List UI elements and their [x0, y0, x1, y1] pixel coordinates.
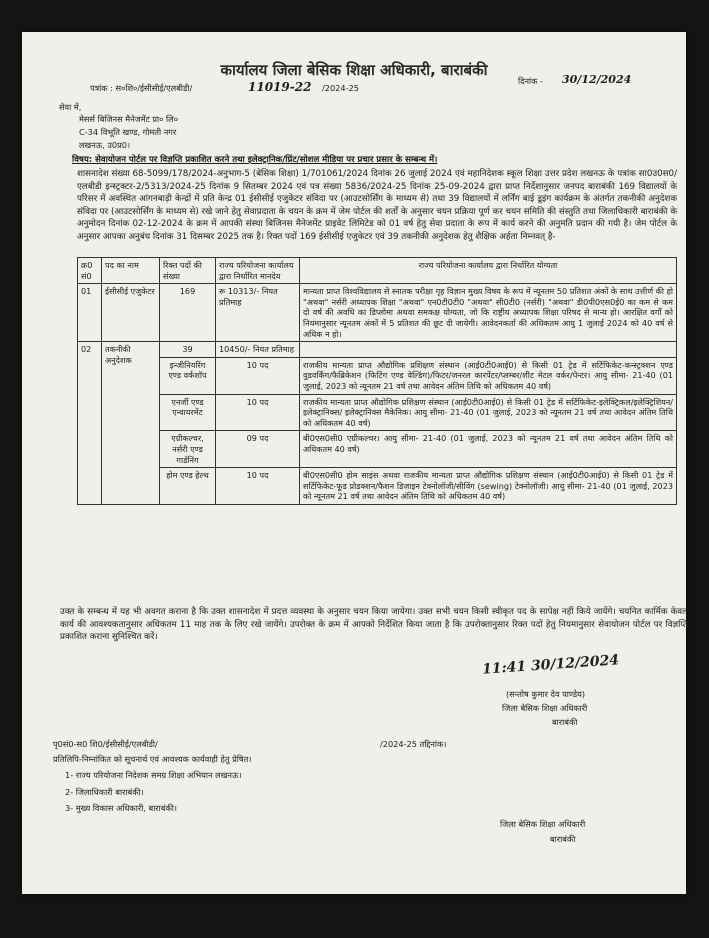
copy-item: 2- जिलाधिकारी बाराबंकी।	[65, 787, 144, 797]
office-title: कार्यालय जिला बेसिक शिक्षा अधिकारी, बाराबंकी	[220, 61, 488, 79]
address-line: सेवा में,	[59, 102, 82, 112]
row-count: 169	[160, 284, 216, 342]
closing-paragraph: उक्त के सम्बन्ध में यह भी अवगत कराना है कि उक्त शासनादेश में प्रदत्त व्यवस्था के अनुसार चयन किया जायेगा। उक्त सभी चयन किसी स्वीकृत पद के सापेक्ष नहीं किये जायेंगे। चयनित कार्मिक केवल कार्य की आवश्यकतानुसार अधिकतम 11 माह तक के लिए रखे जायेंगे। उपरोक्त के क्रम में आपको निर्देशित किया जाता है कि उपरोक्तानुसार रिक्त पदों हेतु नियमानुसार सेवायोजन पोर्टल पर विज्ञप्ति प्रकाशित कराना सुनिश्चित करें।	[60, 607, 688, 643]
date-label: दिनांक -	[518, 76, 543, 86]
signatory-designation: जिला बेसिक शिक्षा अधिकारी	[502, 703, 588, 713]
address-line: मेसर्स बिजिनस मैनेजमेंट प्रा० लि०	[79, 114, 178, 124]
trade-row	[78, 431, 677, 468]
trade-count: 10 पद	[216, 468, 300, 505]
footer-place: बाराबंकी	[550, 834, 576, 844]
row-honorarium: 10450/- नियत प्रतिमाह	[216, 342, 300, 358]
trade-row	[78, 468, 677, 505]
row-post: तकनीकी अनुदेशक	[102, 342, 160, 505]
body-paragraph: शासनादेश संख्या 68-5099/178/2024-अनुभाग-5 (बेसिक शिक्षा) 1/701061/2024 दिनांक 26 जुलाई 2024 एवं महानिदेशक स्कूल शिक्षा उत्तर प्रदेश लखनऊ के पत्रांक सा0उ0स0/एलबीडी इन्स्ट्रक्टर-2/5313/2024-25 दिनांक 9 सितम्बर 2024 एवं पत्र संख्या 5836/2024-25 दिनांक 25-09-2024 द्वारा प्राप्त निर्देशानुसार जनपद बाराबंकी 169 विद्यालयों के परिसर में अवस्थित आंगनबाड़ी केन्द्रों में प्रति केन्द्र 01 ईसीसीई एजुकेटर संविदा पर (आउटसोर्सिंग के माध्यम से) तथा 39 विद्यालयों में लर्निंग बाई डूइंग कार्यक्रम के अंतर्गत तकनीकी अनुदेशक संविदा पर (आउटसोर्सिंग के माध्यम से) रखे जाने हेतु सेवाप्रदाता के चयन के क्रम में जेम पोर्टल की शर्तों के अनुसार चयन प्रक्रिया पूर्ण कर चयन समिति की संस्तुति तथा जिलाधिकारी बाराबंकी के अनुमोदन दिनांक 02-12-2024 के क्रम में आपकी संस्था बिजिनस मैनेजमेंट प्राइवेट लिमिटेड को 01 वर्ष हेतु सेवा प्रदाता के रूप में कार्य करने की अनुमति प्रदान की गयी है। जेम पोर्टल के अनुसार आपका अनुबंध दिनांक 31 दिसम्बर 2025 तक है। रिक्त पदों 169 ईसीसीई एजुकेटर एवं 39 तकनीकी अनुदेशक हेतु शैक्षिक अर्हता निम्नवत् है-	[77, 169, 677, 242]
table-row	[78, 284, 677, 342]
address-line: C-34 विभूति खण्ड, गोमती नगर	[79, 127, 177, 137]
row-qualification-empty	[300, 342, 677, 358]
trade-qualification: बी0एस0सी0 होम साइंस अथवा राजकीय मान्यता प्राप्त औद्योगिक प्रशिक्षण संस्थान (आई0टी0आई0) से किसी 01 ट्रेड में सर्टिफिकेट-फूड प्रोडक्शन/फैशन डिजाइन टेक्नोलॉजी/सीविंग (sewing) टेक्नोलॉजी। आयु सीमा- 21-40 (01 जुलाई, 2023 को न्यूनतम 21 वर्ष तथा आवेदन अंतिम तिथि को अधिकतम 40 वर्ष)	[300, 468, 677, 505]
date-value: 30/12/2024	[562, 73, 632, 86]
table-header: पद का नाम	[102, 258, 160, 284]
handwritten-signature: 11:41 30/12/2024	[481, 652, 620, 678]
row-post: ईसीसीई एजुकेटर	[102, 284, 160, 342]
trade-count: 09 पद	[216, 431, 300, 468]
table-header: राज्य परियोजना कार्यालय द्वारा निर्धारित योग्यता	[300, 258, 677, 284]
trade-qualification: राजकीय मान्यता प्राप्त औद्योगिक प्रशिक्षण संस्थान (आई0टी0आई0) से किसी 01 ट्रेड में सर्टिफिकेट-कन्स्ट्रक्शन एण्ड वुडवर्किंग/फैब्रिकेशन (फिटिंग एण्ड वेल्डिंग)/फिटर/जनरल कारपेंटर/प्लम्बर/शीट मेटल वर्कर/पेन्टर। आयु सीमा- 21-40 (01 जुलाई, 2023 को न्यूनतम 21 वर्ष तथा आवेदन अंतिम तिथि को अधिकतम 40 वर्ष)	[300, 357, 677, 394]
signatory-name: (सन्तोष कुमार देव पाण्डेय)	[506, 689, 586, 699]
subject-line: विषय: सेवायोजन पोर्टल पर विज्ञप्ति प्रकाशित करने तथा इलेक्ट्रानिक/प्रिंट/सोशल मीडिया पर प्रचार प्रसार के सम्बन्ध में।	[72, 155, 438, 165]
row-sno: 02	[78, 342, 102, 505]
table-header: क्र0 सं0	[78, 258, 102, 284]
signatory-place: बाराबंकी	[552, 717, 578, 727]
copy-ref-date: /2024-25 तद्दिनांक।	[380, 739, 447, 749]
letter-year: /2024-25	[322, 83, 359, 93]
copy-item: 3- मुख्य विकास अधिकारी, बाराबंकी।	[65, 803, 177, 813]
table-header-row	[78, 258, 677, 284]
table-header: रिक्त पदों की संख्या	[160, 258, 216, 284]
copy-ref-prefix: पृ0सं0-स0 शि0/ईसीसीई/एलबीडी/	[53, 739, 158, 749]
footer-designation: जिला बेसिक शिक्षा अधिकारी	[500, 819, 586, 829]
letter-number: 11019-22	[248, 80, 312, 94]
row-honorarium: रू 10313/- नियत प्रतिमाह	[216, 284, 300, 342]
document-page	[22, 32, 686, 894]
trade-name: होम एण्ड हेल्थ	[160, 468, 216, 505]
table-row	[78, 342, 677, 358]
copy-intro: प्रतिलिपि-निम्नांकित को सूचनार्थ एवं आवश्यक कार्यवाही हेतु प्रेषित।	[53, 754, 252, 764]
copy-item: 1- राज्य परियोजना निदेशक समग्र शिक्षा अभियान लखनऊ।	[65, 770, 242, 780]
trade-row	[78, 394, 677, 431]
trade-count: 10 पद	[216, 394, 300, 431]
row-count: 39	[160, 342, 216, 358]
trade-row	[78, 357, 677, 394]
qualification-table	[77, 257, 677, 505]
table-header: राज्य परियोजना कार्यालय द्वारा निर्धारित मानदेय	[216, 258, 300, 284]
row-sno: 01	[78, 284, 102, 342]
trade-qualification: राजकीय मान्यता प्राप्त औद्योगिक प्रशिक्षण संस्थान (आई0टी0आई0) से किसी 01 ट्रेड में सर्टिफिकेट-इलेक्ट्रिकल/इलेक्ट्रिशियन/इलेक्ट्रानिक्स/ इलेक्ट्रानिक्स मैकेनिक। आयु सीमा- 21-40 (01 जुलाई, 2023 को न्यूनतम 21 वर्ष तथा आवेदन अंतिम तिथि को अधिकतम 40 वर्ष)	[300, 394, 677, 431]
address-line: लखनऊ, उ0प्र0।	[79, 140, 131, 150]
letter-prefix: पत्रांक : स०शि०/ईसीसीई/एलबीडी/	[90, 83, 193, 93]
trade-name: इन्जीनियरिंग एण्ड वर्कशॉप	[160, 357, 216, 394]
trade-qualification: बी0एस0सी0 एग्रीकल्चर। आयु सीमा- 21-40 (01 जुलाई, 2023 को न्यूनतम 21 वर्ष तथा आवेदन अंतिम तिथि को अधिकतम 40 वर्ष)	[300, 431, 677, 468]
trade-name: एनर्जी एण्ड एन्वायरमेंट	[160, 394, 216, 431]
trade-count: 10 पद	[216, 357, 300, 394]
row-qualification: मान्यता प्राप्त विश्वविद्यालय से स्नातक परीक्षा गृह विज्ञान मुख्य विषय के रूप में न्यूनतम 50 प्रतिशत अंकों के साथ उत्तीर्ण की हो "अथवा" नर्सरी अध्यापक शिक्षा "अथवा" एन0टी0टी0 "अथवा" सी0टी0 (नर्सरी) "अथवा" डी0पी0एस0ई0 का कम से कम दो वर्ष की अवधि का डिप्लोमा अथवा समकक्ष योग्यता, जो कि राष्ट्रीय अध्यापक शिक्षा परिषद से मान्य हो। आरक्षित वर्गों को नियमानुसार न्यूनतम अंकों में 5 प्रतिशत की छूट दी जायेगी। आवेदनकर्ता की अधिकतम आयु 1 जुलाई 2024 को 40 वर्ष से अधिक न हो।	[300, 284, 677, 342]
trade-name: एग्रीकल्चर, नर्सरी एण्ड गार्डनिंग	[160, 431, 216, 468]
